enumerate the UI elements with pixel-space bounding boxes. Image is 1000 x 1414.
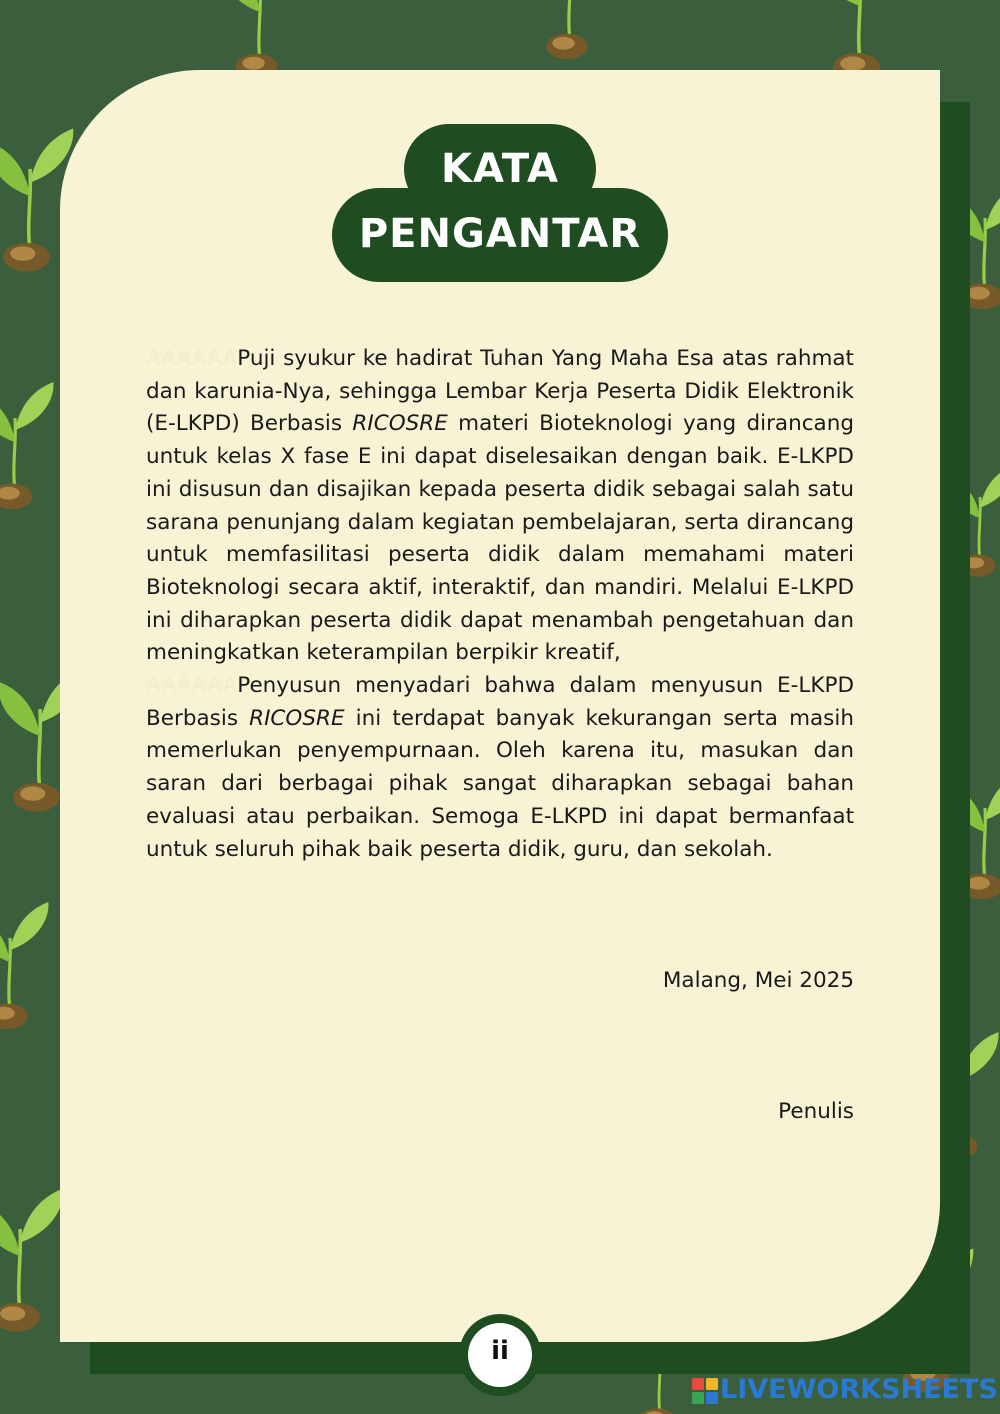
paragraph-1-text-after: materi Bioteknologi yang dirancang untuk kelas X fase E ini dapat diselesaikan dengan baik. E-LKPD ini disusun dan disajikan kepada peserta didik sebagai salah satu sarana penunjang dalam kegiatan pembelajaran, serta dirancang untuk memfasilitasi peserta didik dalam memahami materi Bioteknologi secara aktif, interaktif, dan mandiri. Melalui E-LKPD ini diharapkan peserta didik dapat menambah pengetahuan dan meningkatkan keterampilan berpikir kreatif, [146, 411, 854, 666]
indent-marker: AAAAAA [146, 346, 238, 371]
watermark-text: LIVEWORKSHEETS [720, 1374, 998, 1405]
paragraph-2 [146, 670, 854, 866]
paragraph-1 [146, 343, 854, 670]
place-date: Malang, Mei 2025 [662, 968, 854, 993]
body-text [146, 343, 854, 866]
paragraph-2-text-after: ini terdapat banyak kekurangan serta masih memerlukan penyempurnaan. Oleh karena itu, masukan dan saran dari berbagai pihak sangat diharapkan sebagai bahan evaluasi atau perbaikan. Semoga E-LKPD ini dapat bermanfaat untuk seluruh pihak baik peserta didik, guru, dan sekolah. [146, 705, 854, 862]
paragraph-2-italic: RICOSRE [249, 705, 345, 731]
page-title-line1: KATA [441, 146, 559, 192]
author-signature: Penulis [778, 1099, 854, 1124]
page-title-line2: PENGANTAR [358, 211, 642, 257]
page-number-badge [459, 1314, 541, 1396]
paragraph-2-text-before: Penyusun menyadari bahwa dalam menyusun E-LKPD Berbasis [146, 673, 854, 731]
paragraph-1-text-before: Puji syukur ke hadirat Tuhan Yang Maha Esa atas rahmat dan karunia-Nya, sehingga Lembar Kerja Peserta Didik Elektronik (E-LKPD) Berbasis [146, 346, 854, 437]
indent-marker: AAAAAA [146, 673, 238, 699]
page-number: ii [491, 1336, 509, 1366]
paragraph-1-italic: RICOSRE [352, 411, 448, 437]
liveworksheets-logo-icon [692, 1378, 718, 1404]
